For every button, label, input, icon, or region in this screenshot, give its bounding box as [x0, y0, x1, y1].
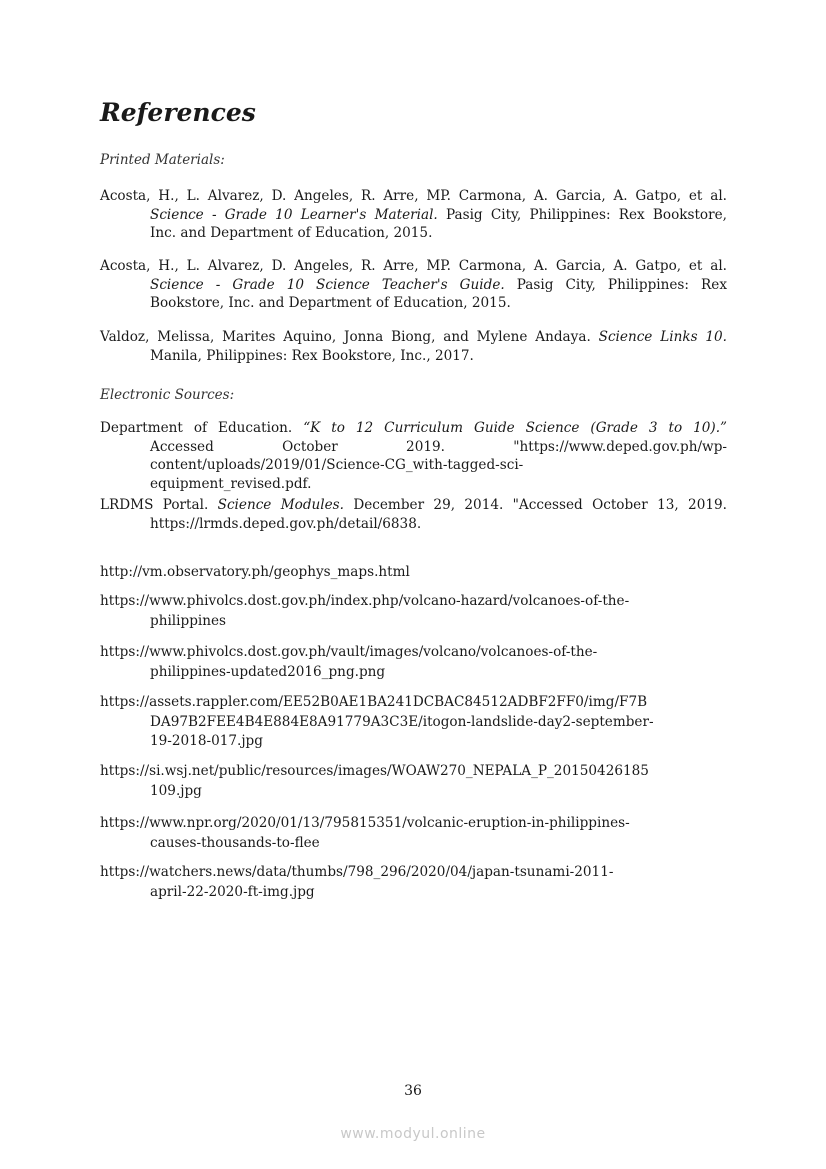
reference-text: content/uploads/2019/01/Science-CG_with-tagged-sci-: [150, 457, 524, 473]
reference-text: Accessed October 2019. "https://www.deped.gov.ph/wp-: [150, 438, 727, 455]
reference-entry: [100, 563, 727, 583]
page-number: 36: [404, 1083, 422, 1099]
reference-text: Inc. and Department of Education, 2015.: [150, 225, 433, 241]
reference-text: Manila, Philippines: Rex Bookstore, Inc., 2017.: [150, 347, 474, 364]
reference-entry: [100, 419, 727, 493]
reference-title: “K to 12 Curriculum Guide Science (Grade 3 to 10).”: [303, 420, 728, 436]
reference-text: april-22-2020-ft-img.jpg: [150, 883, 315, 900]
reference-text: Acosta, H., L. Alvarez, D. Angeles, R. Arre, MP. Carmona, A. Garcia, A. Gatpo, et al.: [100, 258, 727, 274]
reference-entry: [100, 643, 727, 682]
reference-text: equipment_revised.pdf.: [150, 475, 312, 492]
reference-entry: [100, 863, 727, 902]
reference-entry: [100, 693, 727, 752]
reference-text: http://vm.observatory.ph/geophys_maps.html: [100, 564, 410, 580]
reference-title: Science Modules.: [217, 497, 344, 513]
reference-text: Pasig City, Philippines: Rex: [504, 276, 727, 293]
reference-line: [150, 347, 727, 366]
reference-line: [150, 438, 727, 457]
reference-line: [100, 328, 727, 347]
reference-entry: [100, 814, 727, 853]
reference-entry: [100, 187, 727, 243]
reference-text: https://www.npr.org/2020/01/13/795815351/volcanic-eruption-in-philippines-: [100, 815, 630, 831]
reference-text: Bookstore, Inc. and Department of Education, 2015.: [150, 295, 511, 311]
reference-text: DA97B2FEE4B4E884E8A91779A3C3E/itogon-landslide-day2-september-: [150, 713, 654, 730]
reference-line: [150, 294, 727, 313]
reference-line: [150, 224, 727, 243]
reference-line: [150, 732, 727, 752]
reference-line: [100, 762, 727, 782]
reference-text: Department of Education.: [100, 420, 304, 436]
reference-entry: [100, 257, 727, 313]
reference-text: LRDMS Portal.: [100, 497, 218, 513]
reference-line: [150, 663, 727, 683]
reference-text: https://lrmds.deped.gov.ph/detail/6838.: [150, 515, 422, 532]
reference-text: https://watchers.news/data/thumbs/798_296/2020/04/japan-tsunami-2011-: [100, 864, 614, 880]
reference-line: [150, 276, 727, 295]
reference-line: [150, 713, 727, 733]
reference-text: Valdoz, Melissa, Marites Aquino, Jonna Biong, and Mylene Andaya.: [100, 329, 599, 345]
reference-line: [150, 475, 727, 494]
section-label-electronic: Electronic Sources:: [100, 387, 235, 403]
reference-line: [100, 419, 727, 438]
reference-title: Science - Grade 10 Science Teacher's Guide.: [150, 276, 505, 293]
reference-title: Science Links 10.: [598, 329, 727, 345]
reference-text: philippines: [150, 612, 227, 629]
reference-line: [150, 206, 727, 225]
reference-text: 19-2018-017.jpg: [150, 733, 263, 749]
reference-line: [100, 693, 727, 713]
reference-text: philippines-updated2016_png.png: [150, 663, 386, 680]
reference-title: Science - Grade 10 Learner's Material.: [150, 206, 438, 223]
reference-entry: [100, 592, 727, 631]
reference-text: https://www.phivolcs.dost.gov.ph/vault/images/volcano/volcanoes-of-the-: [100, 644, 598, 660]
reference-text: 109.jpg: [150, 782, 202, 799]
reference-line: [100, 643, 727, 663]
reference-line: [150, 456, 727, 475]
reference-line: [100, 257, 727, 276]
reference-text: https://assets.rappler.com/EE52B0AE1BA241DCBAC84512ADBF2FF0/img/F7B: [100, 694, 648, 710]
reference-text: https://www.phivolcs.dost.gov.ph/index.php/volcano-hazard/volcanoes-of-the-: [100, 593, 630, 609]
reference-text: December 29, 2014. "Accessed October 13, 2019.: [343, 497, 727, 513]
reference-text: causes-thousands-to-flee: [150, 834, 320, 851]
reference-line: [150, 782, 727, 802]
reference-line: [150, 834, 727, 854]
section-label-printed: Printed Materials:: [100, 152, 225, 168]
reference-text: https://si.wsj.net/public/resources/images/WOAW270_NEPALA_P_20150426185: [100, 763, 649, 779]
reference-line: [100, 187, 727, 206]
reference-line: [100, 563, 727, 583]
reference-text: Acosta, H., L. Alvarez, D. Angeles, R. Arre, MP. Carmona, A. Garcia, A. Gatpo, et al.: [100, 188, 727, 204]
reference-line: [150, 883, 727, 903]
reference-line: [150, 612, 727, 632]
reference-line: [100, 496, 727, 515]
reference-line: [150, 515, 727, 534]
reference-entry: [100, 762, 727, 801]
reference-line: [100, 863, 727, 883]
reference-entry: [100, 328, 727, 365]
reference-entry: [100, 496, 727, 533]
reference-text: Pasig City, Philippines: Rex Bookstore,: [437, 206, 727, 223]
watermark: www.modyul.online: [340, 1126, 486, 1142]
reference-line: [100, 592, 727, 612]
reference-line: [100, 814, 727, 834]
page-title: References: [100, 98, 256, 127]
